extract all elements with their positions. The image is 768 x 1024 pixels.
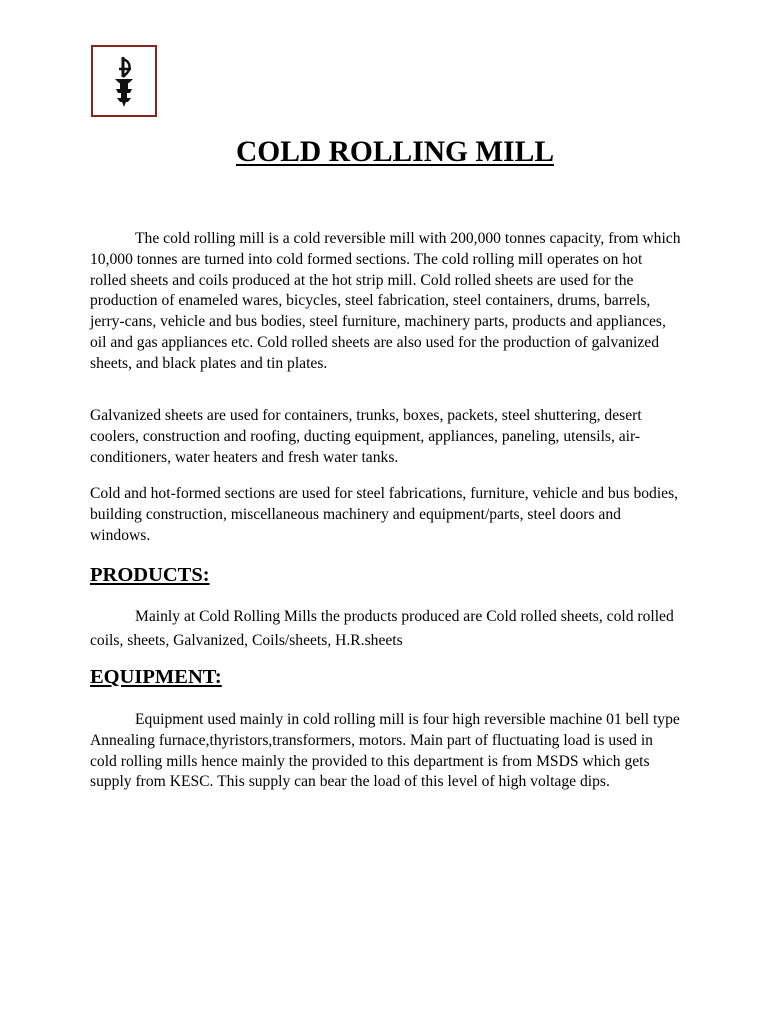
galvanized-paragraph: Galvanized sheets are used for containers, trunks, boxes, packets, steel shuttering, desert coolers, construction and roofing, ducting equipment, appliances, paneling, utensils, air-conditioners, water heaters and fresh water tanks.	[90, 407, 642, 466]
equipment-paragraph: Equipment used mainly in cold rolling mill is four high reversible machine 01 bell type Annealing furnace,thyristors,transformers, motors. Main part of fluctuating load is used in cold rolling mills hence mainly the provided to this department is from MSDS which gets supply from KESC. This supply can bear the load of this level of high voltage dips.	[90, 711, 680, 791]
company-emblem-icon	[93, 47, 155, 115]
products-paragraph: Mainly at Cold Rolling Mills the products produced are Cold rolled sheets, cold rolled coils, sheets, Galvanized, Coils/sheets, H.R.sheets	[90, 608, 674, 649]
page-title: COLD ROLLING MILL	[236, 136, 554, 168]
equipment-heading: EQUIPMENT:	[90, 666, 222, 688]
products-heading: PRODUCTS:	[90, 564, 210, 586]
intro-paragraph: The cold rolling mill is a cold reversible mill with 200,000 tonnes capacity, from which 10,000 tonnes are turned into cold formed sections. The cold rolling mill operates on hot rolled sheets and coils produced at the hot strip mill. Cold rolled sheets are used for the production of enameled wares, bicycles, steel fabrication, steel containers, drums, barrels, jerry-cans, vehicle and bus bodies, steel furniture, machinery parts, products and appliances, oil and gas appliances etc. Cold rolled sheets are also used for the production of galvanized sheets, and black plates and tin plates.	[90, 230, 681, 372]
company-logo	[91, 45, 157, 117]
sections-paragraph: Cold and hot-formed sections are used for steel fabrications, furniture, vehicle and bus bodies, building construction, miscellaneous machinery and equipment/parts, steel doors and windows.	[90, 485, 679, 544]
